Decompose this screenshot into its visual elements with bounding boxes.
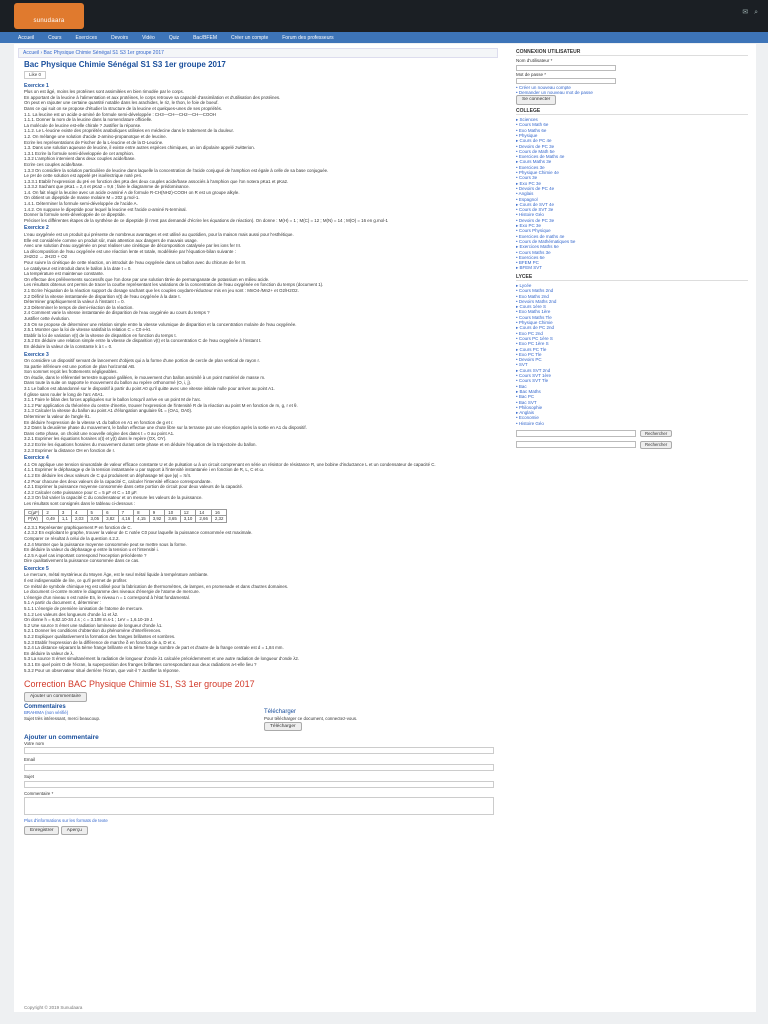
exam-line: Ecrire ces couples acide/base. xyxy=(24,161,84,167)
section-heading: Exercice 3 xyxy=(24,351,49,358)
exam-line: La molécule de leucine est-elle chirale ? Justifier la réponse. xyxy=(24,122,142,128)
table-cell: 2,32 xyxy=(211,516,227,523)
exam-line: Déterminer graphiquement la valeur à l'instant t = 0. xyxy=(24,299,125,305)
exam-line: 1.3.3.2 Sachant que pKa1 = 2,4 et pKa2 = 9,6 ; faire le diagramme de prédominance. xyxy=(24,184,190,190)
top-icons[interactable]: ✉ ⌕ xyxy=(742,9,758,16)
search-form-2 xyxy=(516,441,748,448)
exam-line: 1.1. La leucine est un acide α-aminé de formule semi-développée : CH3—CH—CH2—CH—COOH xyxy=(24,111,216,117)
login-link[interactable]: • Créer un nouveau compte xyxy=(516,84,571,90)
lycee-menu-item[interactable]: • Exo PC 2nd xyxy=(516,330,543,336)
college-menu-item[interactable]: ▸ Exo PC 3e xyxy=(516,180,542,186)
exam-line: 4.1 On applique une tension sinusoïdale de valeur efficace constante U et de pulsation ω à un circuit comprenant en série un résistor de résistance R, une bobine d'inductance L et un condensateur de capacité C. xyxy=(24,461,436,467)
exam-line: Ce métal de symbole chimique Hg est utilisé pour la fabrication de thermomètres, de lampes, en promenade et dans d'autres domaines. xyxy=(24,583,289,589)
college-menu-item[interactable]: • Exercices 3e xyxy=(516,164,545,170)
table-cell: 7 xyxy=(118,509,134,516)
form-label-comment: Commentaire * xyxy=(24,790,54,796)
breadcrumb[interactable]: Accueil › Bac Physique Chimie Sénégal S1 S3 1er groupe 2017 xyxy=(18,48,498,58)
lycee-menu-item[interactable]: • Bac PC xyxy=(516,394,535,400)
form-label-subject: Sujet xyxy=(24,773,35,779)
table-cell: C(µF) xyxy=(25,509,43,516)
exam-line: Préciser les différentes étapes de la synthèse de ce dipeptide (il n'est pas demandé d'écrire les équations de réaction). On donne : M(H) = 1 ; M(C) = 12 ; M(N) = 14 ; M(O) = 16 en g.mol-1 xyxy=(24,217,389,223)
college-menu-item[interactable]: ▸ Sciences xyxy=(516,117,538,123)
table-cell: 3,65 xyxy=(165,516,181,523)
lycee-menu-item[interactable]: • Exo PC 1ère S xyxy=(516,341,549,347)
exam-line: Son sommet reçoit les frottements négligeables. xyxy=(24,369,118,375)
exam-line: 4.1.2 En déduire les deux valeurs de C qui produisent un déphasage tel que |φ| = π/4. xyxy=(24,472,192,478)
exam-line: 1.4.1. Déterminer la formule semi-développée de l'acide A. xyxy=(24,201,138,207)
table-cell: 3,10 xyxy=(180,516,196,523)
password-label: Mot de passe * xyxy=(516,71,547,77)
login-heading: CONNEXION UTILISATEUR xyxy=(516,50,748,56)
lycee-menu-item[interactable]: • Exo PC Tle xyxy=(516,351,542,357)
exam-line: On obtient un dipeptide de masse molaire M = 202 g.mol-1. xyxy=(24,195,140,201)
exam-line: 4.2.3.1 Représenter graphiquement P en fonction de C. xyxy=(24,524,132,530)
nav-item[interactable]: Quiz xyxy=(168,34,180,41)
table-cell: 3,05 xyxy=(87,516,103,523)
exam-line: La température est maintenue constante. xyxy=(24,271,105,277)
exam-line: 4.2.4 Montrer que la puissance moyenne consommée peut se mettre sous la forme. xyxy=(24,541,187,547)
download-button[interactable]: Télécharger xyxy=(264,722,302,732)
exam-line: 1.2. On mélange une solution d'acide 2-amino-propanoïque et de leucine. xyxy=(24,133,167,139)
exam-line: Il glisse sans rouler le long de l'arc A0A1. xyxy=(24,391,104,397)
exam-line: En déduire la valeur du déphasage φ entre la tension u et l'intensité i. xyxy=(24,547,159,553)
exam-line: On donne h = 6,62.10-34 J.s ; c = 3.108 m.s-1 ; 1eV = 1,6.10-19 J. xyxy=(24,617,154,623)
subject-field[interactable] xyxy=(24,781,494,788)
table-cell: 1,1 xyxy=(58,516,71,523)
lycee-menu xyxy=(516,283,748,426)
exam-line: Déterminer la valeur de l'angle θ1. xyxy=(24,414,91,420)
lycee-menu-item[interactable]: • SVT xyxy=(516,362,528,368)
table-cell: P(W) xyxy=(25,516,43,523)
exam-line: 3.1.2 Par application du théorème du centre d'inertie, trouver l'expression de l'intensité R de la réaction au point M en fonction de m, g, r et θ. xyxy=(24,402,298,408)
section-heading: Exercice 1 xyxy=(24,82,49,89)
exam-line: Les résultats obtenus ont permis de tracer la courbe représentant les variations de la concentration de l'eau oxygénée en fonction du temps (document 1). xyxy=(24,282,324,288)
section-heading: Exercice 2 xyxy=(24,225,49,232)
logo-text: sunudaara xyxy=(33,18,65,24)
search-input-2[interactable] xyxy=(516,441,636,448)
lycee-menu-item[interactable]: ▸ Anglais xyxy=(516,410,535,416)
table-cell: 3,92 xyxy=(149,516,165,523)
login-button[interactable]: Se connecter xyxy=(516,95,556,104)
lycee-menu-item[interactable]: ▸ Cours SVT 2nd xyxy=(516,367,551,373)
exam-line: 5.2.4 La distance séparant la 5ème frange brillante et la 5ème frange sombre de part et d'autre de la frange centrale est d = 1,84 mm. xyxy=(24,645,284,651)
exam-line: Ecrire les représentations de Fischer de la L-leucine et de la D-Leucine. xyxy=(24,139,164,145)
exam-line: 3.1.3 Calculer la vitesse du ballon au point A1 d'élongation angulaire θ1 = (OA1, OA0). xyxy=(24,408,193,414)
exam-line: 1.4. On fait réagir la leucine avec un acide α-aminé A de formule R-CH(NH2)-COOH on R est un groupe alkyle. xyxy=(24,189,240,195)
table-cell: 4 xyxy=(71,509,87,516)
comments-heading: Commentaires xyxy=(24,703,66,710)
exam-line: Les résultats sont consignés dans le tableau ci-dessous : xyxy=(24,500,136,506)
lycee-menu-item[interactable]: • Economie xyxy=(516,415,539,421)
exam-line: Justifier cette évolution. xyxy=(24,315,70,321)
search-button[interactable]: Rechercher xyxy=(640,430,672,437)
exam-line: En apportant de la leucine à l'alimentation et aux protéines, le corps retrouve sa capacité d'assimilation et d'utilisation des protéines. xyxy=(24,94,281,100)
college-menu-item[interactable]: • BFEM PC xyxy=(516,260,539,266)
exam-line: Sa partie inférieure est une portion de plan horizontal AB. xyxy=(24,363,136,369)
table-cell: 10 xyxy=(165,509,181,516)
form-label-name: Votre nom xyxy=(24,740,45,746)
lycee-menu-item[interactable]: ▸ Bac Maths xyxy=(516,388,541,394)
exam-line: 1.3. Dans une solution aqueuse de leucine, il existe entre autres espèces chimiques, un ion dipolaire appelé zwitterion. xyxy=(24,145,255,151)
college-menu-item[interactable]: • Exercices de maths 4e xyxy=(516,233,565,239)
site-logo[interactable] xyxy=(14,3,84,29)
exam-line: 5.2.1 Donner les conditions d'obtention du phénomène d'interférences. xyxy=(24,628,162,634)
section-heading: Exercice 4 xyxy=(24,455,49,462)
college-menu-item[interactable]: ▸ Cours Maths 3e xyxy=(516,159,552,165)
exam-line: 2.5.1 Montrer que la loi de vitesse satisfait la relation C = C0 e-kt. xyxy=(24,327,152,333)
nav-item[interactable]: Accueil xyxy=(18,34,35,41)
page-title: Bac Physique Chimie Sénégal S1 S3 1er groupe 2017 xyxy=(24,60,226,69)
college-menu-item[interactable]: • Histoire Géo xyxy=(516,212,544,218)
exam-line: 2.5 On se propose de déterminer une relation simple entre la vitesse volumique de disparition et la concentration molaire de l'eau oxygénée. xyxy=(24,321,297,327)
login-links xyxy=(516,85,748,96)
exam-line: L'énergie d'un niveau n est notée En, le niveau n = 1 correspond à l'état fondamental. xyxy=(24,594,190,600)
exam-text xyxy=(24,84,512,674)
exam-line: On effectue des prélèvements successifs que l'on dose par une solution titrée de permanganate de potassium en milieu acide. xyxy=(24,276,270,282)
lycee-menu-item[interactable]: • Histoire Géo xyxy=(516,420,544,426)
exam-line: 5.3.1 En quel point O de l'écran, la superposition des franges brillantes correspondant aux deux radiations a-t-elle lieu ? xyxy=(24,661,257,667)
college-menu-item[interactable]: • Espagnol xyxy=(516,196,538,202)
lycee-menu-item[interactable]: • Cours SVT Tle xyxy=(516,378,549,384)
college-menu-item[interactable]: • Exo Maths 6e xyxy=(516,127,547,133)
exam-line: L'eau oxygénée est un produit qui présente de nombreux avantages et est utilisé au quotidien, pour la maison mais aussi pour l'esthétique. xyxy=(24,232,294,238)
comment-textarea[interactable] xyxy=(24,797,494,815)
table-cell: 8 xyxy=(134,509,150,516)
exam-line: Plus on est âgé, moins les protéines sont assimilées en bien rimodée par le corps. xyxy=(24,89,184,95)
table-cell: 9 xyxy=(149,509,165,516)
lycee-menu-item[interactable]: • Bac SVT xyxy=(516,399,537,405)
college-menu-item[interactable]: • Exercices 6e xyxy=(516,254,545,260)
lycee-menu-item[interactable]: ▸ Lycée xyxy=(516,282,532,288)
search-button-2[interactable]: Rechercher xyxy=(640,441,672,448)
main-column xyxy=(24,58,512,1008)
lycee-menu-item[interactable]: • Exo Maths 2nd xyxy=(516,293,549,299)
table-cell: 3 xyxy=(58,509,71,516)
exam-line: 5.2.2 Expliquer qualitativement la formation des franges brillantes et sombres. xyxy=(24,634,176,639)
exam-line: En déduire la valeur de la constante k à t = 0. xyxy=(24,343,113,349)
nav-item[interactable]: Créer un compte xyxy=(231,34,269,41)
exam-line: 4.2.3.2 En exploitant le graphe, trouver la valeur de C notée C0 pour laquelle la puissance consommée est maximale. xyxy=(24,530,253,536)
lycee-menu-item[interactable]: • Exo Maths 1ère xyxy=(516,309,551,315)
comment-author[interactable]: BRAHIMA (non vérifié) xyxy=(24,710,69,716)
college-menu-item[interactable]: • Physique xyxy=(516,132,538,138)
lycee-menu-item[interactable]: • Cours PC 1ère S xyxy=(516,335,553,341)
exam-line: Il est indispensable de lire, ce qu'il permet de profiter. xyxy=(24,578,128,584)
table-cell: 4,16 xyxy=(118,516,134,523)
exam-line: 1.1.2. Le L-leucine existe des propriétés anaboliques utilisées en médecine dans le traitement de la douleur. xyxy=(24,128,234,134)
exam-line: 1.4.2. On suppose le dipeptide pour lequel la leucine est l'acide α-aminé N-terminal. xyxy=(24,206,187,212)
exam-line: 3.1.1 Faire le bilan des forces appliquées sur le ballon lorsqu'il arrive en un point M de l'arc. xyxy=(24,397,202,403)
exam-line: Le pH de cette solution est appelé pH isoélectrique noté pHi. xyxy=(24,173,142,179)
table-cell: 4,15 xyxy=(134,516,150,523)
table-cell: 6 xyxy=(103,509,119,516)
search-form-1 xyxy=(516,430,748,437)
exam-line: On considère un dispositif servant de lancement d'objets qui a la forme d'une portion de cercle de plan vertical de rayon r. xyxy=(24,358,260,364)
college-menu-item[interactable]: ▸ Exercices Maths 6e xyxy=(516,244,559,250)
page-content xyxy=(14,44,756,1012)
exam-line: Dans ce qui suit on se propose d'étudier la structure de la leucine et quelques-unes de ses propriétés. xyxy=(24,105,223,111)
college-menu-item[interactable]: • Cours Math 6e xyxy=(516,122,549,128)
college-menu-item[interactable]: • Cours de Math 5e xyxy=(516,148,555,154)
exam-line: 1.3.2 L'amphion intervient dans deux couples acide/base. xyxy=(24,156,136,162)
exam-line: Dans cette phase, on choisit une nouvelle origine des dates t = 0 au point A1. xyxy=(24,430,175,436)
college-menu-item[interactable]: ▸ Cours de SVT 4e xyxy=(516,201,554,207)
username-input[interactable] xyxy=(516,65,616,71)
exam-line: Comparer ce résultat à celui de la question 4.2.2. xyxy=(24,535,120,541)
lycee-menu-item[interactable]: • Cours SVT 1ère xyxy=(516,373,552,379)
exam-line: 5.2.3 Etablir l'expression de la différence de marche δ en fonction de a, D et x. xyxy=(24,639,177,645)
table-cell: 2,66 xyxy=(196,516,212,523)
exam-line: 3.2.2 Ecrire les équations horaires du mouvement durant cette phase et en déduire l'équation de la trajectoire du ballon. xyxy=(24,442,257,447)
exam-line: 4.2.2 Calculer cette puissance pour C = 5 µF et C = 10 µF. xyxy=(24,489,138,495)
exam-line: 3.2.3 Exprimer la distance OH en fonction de r. xyxy=(24,447,116,453)
footer: Copyright © 2019 Sunudaara xyxy=(24,1005,83,1010)
exam-line: 4.2 Pour chacune des deux valeurs de la capacité C, calculer l'intensité efficace correspondante. xyxy=(24,478,212,484)
exam-line: 2.3 Déterminer le temps de demi-réaction de la réaction. xyxy=(24,304,134,310)
main-nav xyxy=(0,32,768,43)
exam-line: 4.1.1 Exprimer le déphasage φ de la tension instantanée u par rapport à l'intensité instantanée i en fonction de R, L, C et ω. xyxy=(24,467,265,473)
exam-line: Dire qualitativement la puissance consommée dans ce cas. xyxy=(24,558,140,564)
lycee-menu-item[interactable]: • Cours Maths 2nd xyxy=(516,288,554,294)
college-menu-item[interactable]: • Cours Maths 3e xyxy=(516,249,551,255)
exam-line: 3.2 Dans la deuxième phase du mouvement, le ballon effectue une chute libre sur la terrasse par une réception après la sortie en A1 du dispositif. xyxy=(24,425,307,431)
download-title: Télécharger xyxy=(264,709,297,716)
college-menu-item[interactable]: • Cours Physique xyxy=(516,228,551,234)
share-button[interactable]: Like 0 xyxy=(24,71,46,79)
login-link[interactable]: • Demander un nouveau mot de passe xyxy=(516,90,593,96)
exam-line: En déduire l'expression de la vitesse v1 du ballon en A1 en fonction de g et r. xyxy=(24,419,174,425)
add-comment-heading: Ajouter un commentaire xyxy=(24,734,99,742)
lycee-heading: LYCEE xyxy=(516,275,748,281)
preview-button[interactable]: Aperçu xyxy=(61,826,88,836)
exam-line: 3.1 Le ballon est abandonné sur le dispositif à partir du point A0 qu'il quitte avec une vitesse initiale nulle pour arriver au point A1. xyxy=(24,386,275,392)
exam-line: 2.5.2 En déduire une relation simple entre la vitesse de disparition v(t) et la concentration C de l'eau oxygénée à l'instant t. xyxy=(24,338,262,344)
exam-line: Etablir la loi de variation v(t) de la vitesse de disparition en fonction du temps t. xyxy=(24,332,177,338)
nav-item[interactable]: Forum des professeurs xyxy=(282,34,334,41)
lycee-menu-item[interactable]: • Cours Maths Tle xyxy=(516,314,552,320)
exam-line: Avec une solution d'eau oxygénée on peut réaliser une cinétique de décomposition catalysée par les ions fer III. xyxy=(24,243,242,249)
lycee-menu-item[interactable]: ▸ Cours 1ère S xyxy=(516,304,547,310)
lycee-menu-item[interactable]: ▸ Cours PC Tle xyxy=(516,346,547,352)
exam-line: 2.1 Ecrire l'équation de la réaction support du dosage sachant que les couples oxydant-réducteur mis en jeu sont : MnO4-/Mn2+ et O2/H2O2. xyxy=(24,287,299,293)
college-menu-item[interactable]: ▸ BFEM SVT xyxy=(516,265,543,271)
nav-item[interactable]: Exercices xyxy=(75,34,98,41)
password-input[interactable] xyxy=(516,78,616,84)
exam-line: Le catalyseur est introduit dans le ballon à la date t = 0. xyxy=(24,265,132,271)
nav-item[interactable]: Cours xyxy=(48,34,62,41)
lycee-menu-item[interactable]: • Physique Chimie xyxy=(516,320,553,326)
exam-line: 5.1 A partir du document 4, déterminer : xyxy=(24,600,102,606)
college-menu-item[interactable]: ▸ Cours de PC 4e xyxy=(516,138,552,144)
nav-item[interactable]: Bac/BFEM xyxy=(193,34,217,41)
section-heading: Exercice 5 xyxy=(24,565,49,572)
exam-line: 4.2.5 A quel cas important correspond l'exception précédente ? xyxy=(24,552,147,558)
search-input[interactable] xyxy=(516,430,636,437)
college-menu xyxy=(516,117,748,271)
data-table xyxy=(24,509,227,523)
sidebar xyxy=(516,46,748,536)
exam-line: 5.3.2 Pour un observateur situé derrière l'écran, que voit-il ? Justifier la réponse. xyxy=(24,667,180,673)
exam-line: La décomposition de l'eau oxygénée est une réaction lente et totale, modélisée par l'équation-bilan suivante : xyxy=(24,248,236,254)
college-menu-item[interactable]: • Exercices de Maths 4e xyxy=(516,154,565,160)
nav-item[interactable]: Vidéo xyxy=(142,34,155,41)
correction-title[interactable]: Correction BAC Physique Chimie S1, S3 1er groupe 2017 xyxy=(24,679,255,690)
email-field[interactable] xyxy=(24,764,494,771)
exam-line: 4.2.3 On fait varier la capacité C du condensateur et on mesure les valeurs de la puissance. xyxy=(24,495,203,501)
exam-line: Elle est considérée comme un produit sûr, mais attention aux dangers de mauvais usage. xyxy=(24,237,198,243)
exam-line: 5.1.2 Les valeurs des longueurs d'onde λ1 et λ2. xyxy=(24,611,119,617)
college-menu-item[interactable]: • Cours de SVT 3e xyxy=(516,207,554,213)
exam-line: Pour suivre la cinétique de cette réaction, on introduit de l'eau oxygénée dans un ballon avec du chlorure de fer III. xyxy=(24,260,247,265)
exam-line: Dans toute la suite on rapporte le mouvement du ballon au repère orthonormé (O, i, j). xyxy=(24,380,192,386)
submit-button[interactable]: Enregistrer xyxy=(24,826,59,836)
college-menu-item[interactable]: • Devoirs de PC 3e xyxy=(516,143,555,149)
exam-line: En déduire la valeur de λ. xyxy=(24,650,74,656)
nav-item[interactable]: Devoirs xyxy=(111,34,129,41)
exam-line: On peut en rajouter une certaine quantité notable dans les arachides, le riz, le thon, le foie de boeuf. xyxy=(24,100,219,106)
comment-text: Sujet très intéressant, merci beaucoup. xyxy=(24,715,101,721)
table-cell: 16 xyxy=(211,509,227,516)
exam-line: On étudie, dans le référentiel terrestre supposé galiléen, le mouvement d'un ballon assimilé à un point matériel de masse m. xyxy=(24,374,266,380)
lycee-menu-item[interactable]: • Bac xyxy=(516,383,527,389)
exam-line: Le mercure, métal mystérieux du Moyen Âge, est le seul métal liquide à température ambiante. xyxy=(24,572,209,578)
exam-line: Donner la formule semi-développée de ce dipeptide. xyxy=(24,212,126,218)
table-cell: 14 xyxy=(196,509,212,516)
table-cell: 2,03 xyxy=(71,516,87,523)
exam-line: 5.3 La source S émet simultanément la radiation de longueur d'onde λ1 calculée précédemment et une autre radiation de longueur d'onde λ2. xyxy=(24,656,300,662)
college-menu-item[interactable]: • Anglais xyxy=(516,191,534,197)
lycee-menu-item[interactable]: • Devoirs PC xyxy=(516,357,542,363)
college-menu-item[interactable]: • Devoirs de PC 4e xyxy=(516,185,555,191)
exam-line: 2.4 Comment varie la vitesse instantanée de disparition de l'eau oxygénée au cours du temps ? xyxy=(24,310,210,316)
college-menu-item[interactable]: • Cours 3e xyxy=(516,175,538,181)
name-field[interactable] xyxy=(24,747,494,754)
table-row xyxy=(25,509,227,516)
lycee-menu-item[interactable]: • Philosophie xyxy=(516,404,543,410)
exam-line: 4.2.1 Exprimer la puissance moyenne consommée dans cette portion de circuit pour deux valeurs de la capacité. xyxy=(24,484,244,490)
table-cell: 2 xyxy=(43,509,59,516)
exam-line: 2.2 Définir la vitesse instantanée de disparition v(t) de l'eau oxygénée à la date t. xyxy=(24,293,181,299)
top-bar xyxy=(0,0,768,32)
college-menu-item[interactable]: • Devoirs de PC 3e xyxy=(516,217,555,223)
add-comment-button[interactable]: Ajouter un commentaire xyxy=(24,692,87,702)
lycee-menu-item[interactable]: • Devoirs Maths 2nd xyxy=(516,298,557,304)
table-cell: 0,49 xyxy=(43,516,59,523)
form-label-email: Email xyxy=(24,757,35,763)
table-cell: 3,82 xyxy=(103,516,119,523)
exam-line: 3.2.1 Exprimer les équations horaires x(t) et y(t) dans le repère (OX, OY). xyxy=(24,436,167,442)
college-menu-item[interactable]: • Physique Chimie 4e xyxy=(516,170,559,176)
download-text: Pour télécharger ce document, connectez-vous. xyxy=(264,715,358,721)
exam-line: Le document ci-contre montre le diagramme des niveaux d'énergie de l'atome de mercure. xyxy=(24,589,200,595)
college-menu-item[interactable]: • Cours de Mathématiques 5e xyxy=(516,238,576,244)
username-label: Nom d'utilisateur * xyxy=(516,58,553,64)
exam-line: 5.2 Une source S émet une radiation lumineuse de longueur d'onde λ1. xyxy=(24,622,163,628)
exam-line: 2H2O2 → 2H2O + O2 xyxy=(24,254,68,260)
exam-line: 1.3.3.1 Etablir l'expression du pHi en fonction des pKa des deux couples acide/base associés à l'amphion que l'on notera pKa1 et pKa2. xyxy=(24,178,289,184)
exam-line: 1.3.3 On considère la solution particulière de leucine dans laquelle la concentration de l'acide conjugué de l'amphion est égale à celle de sa base conjuguée. xyxy=(24,167,329,173)
college-heading: COLLEGE xyxy=(516,109,748,115)
college-menu-item[interactable]: ▸ Exo PC 3e xyxy=(516,223,542,229)
table-row xyxy=(25,516,227,523)
exam-line: 1.3.1 Ecrire la formule semi-développée de cet amphion. xyxy=(24,150,135,156)
format-note[interactable]: Plus d'informations sur les formats de texte xyxy=(24,818,108,824)
table-cell: 5 xyxy=(87,509,103,516)
table-cell: 12 xyxy=(180,509,196,516)
lycee-menu-item[interactable]: ▸ Cours de PC 2nd xyxy=(516,325,555,331)
exam-line: 5.1.1 L'énergie de première ionisation de l'atome de mercure. xyxy=(24,606,144,612)
exam-line: 1.1.1. Donner la nom de la leucine dans la nomenclature officielle. xyxy=(24,117,153,123)
